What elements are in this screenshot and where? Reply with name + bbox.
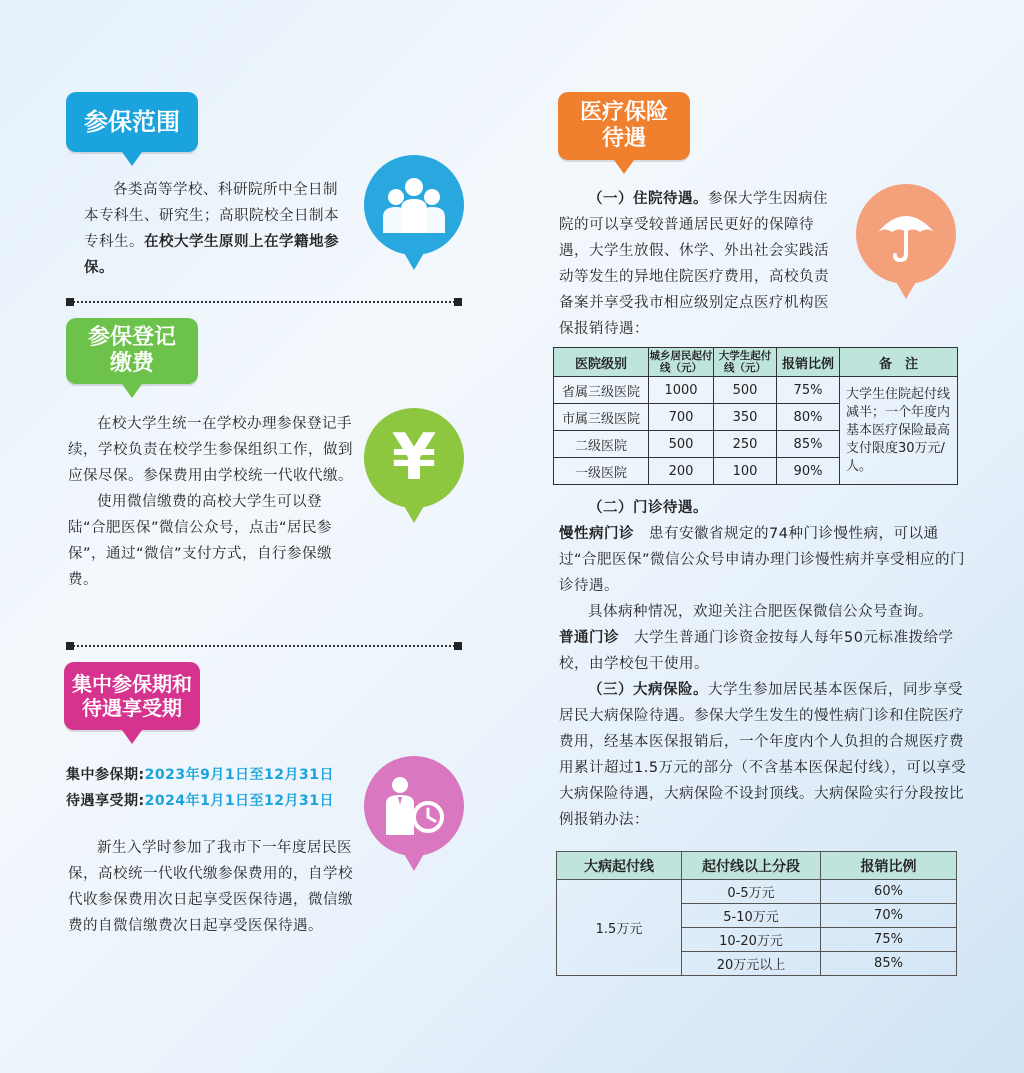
section-tag-line1: 参保登记	[87, 324, 176, 350]
table-cell: 350	[714, 404, 777, 431]
coverage-bold: 在校大学生原则上在学籍地参保。	[84, 234, 339, 276]
table-cell: 市属三级医院	[554, 404, 649, 431]
section-tag-line1: 医疗保险	[579, 99, 668, 125]
table-header: 报销比例	[821, 852, 957, 880]
outpatient-text	[559, 495, 967, 833]
registration-text	[68, 411, 358, 593]
inpatient-body: 参保大学生因病住院的可以享受较普通居民更好的保障待遇，大学生放假、休学、外出社会实践活动等发生的异地住院医疗费用，高校负责备案并享受我市相应级别定点医疗机构医保报销待遇：	[559, 191, 829, 337]
period1-label: 集中参保期:	[66, 767, 145, 783]
section-tag-registration	[66, 318, 198, 384]
table-header: 起付线以上分段	[682, 852, 821, 880]
table-header-row	[557, 852, 957, 880]
table-cell: 200	[649, 458, 714, 485]
person-clock-icon	[364, 756, 464, 871]
section-tag-label: 参保范围	[84, 107, 180, 136]
chronic-more: 具体病种情况，欢迎关注合肥医保微信公众号查询。	[588, 604, 933, 620]
table-header: 城乡居民起付线（元）	[649, 348, 714, 377]
table-cell: 一级医院	[554, 458, 649, 485]
serious-body: 大学生参加居民基本医保后，同步享受居民大病保险待遇。参保大学生发生的慢性病门诊和住院医疗费用，经基本医保报销后，一个年度内个人负担的合规医疗费用累计超过1.5万元的部分（不含基本医保起付线），可以享受大病保险待遇，大病保险不设封顶线。大病保险实行分段按比例报销办法：	[559, 682, 967, 828]
coverage-text	[84, 177, 346, 281]
table-cell: 500	[714, 377, 777, 404]
section-tag-benefits	[558, 92, 690, 160]
table-cell: 20万元以上	[682, 952, 821, 976]
yuan-icon: ¥	[364, 408, 464, 523]
chronic-label: 慢性病门诊	[559, 526, 634, 542]
section-tag-line2: 待遇享受期	[82, 696, 182, 720]
table-header: 医院级别	[554, 348, 649, 377]
table-cell: 二级医院	[554, 431, 649, 458]
general-label: 普通门诊	[559, 630, 619, 646]
section-tag-coverage	[66, 92, 198, 152]
period1-value: 2023年9月1日至12月31日	[144, 767, 335, 783]
table-cell: 省属三级医院	[554, 377, 649, 404]
serious-heading: （三）大病保险。	[588, 682, 708, 698]
table-cell: 90%	[777, 458, 840, 485]
table-cell: 75%	[777, 377, 840, 404]
section-tag-line1: 集中参保期和	[72, 672, 192, 696]
inpatient-heading: （一）住院待遇。	[588, 191, 708, 207]
table-cell: 250	[714, 431, 777, 458]
table-cell: 0-5万元	[682, 880, 821, 904]
divider	[70, 645, 458, 655]
periods	[66, 762, 366, 814]
period2-value: 2024年1月1日至12月31日	[144, 793, 335, 809]
table-row	[554, 377, 958, 404]
table-header: 报销比例	[777, 348, 840, 377]
outpatient-heading: （二）门诊待遇。	[588, 500, 708, 516]
general-body: 大学生普通门诊资金按每人每年50元标准拨给学校，由学校包干使用。	[559, 630, 954, 672]
table-cell: 1.5万元	[557, 880, 682, 976]
table-cell: 5-10万元	[682, 904, 821, 928]
period2-label: 待遇享受期:	[66, 793, 145, 809]
period-text	[68, 835, 358, 939]
people-icon	[364, 155, 464, 270]
table-cell: 10-20万元	[682, 928, 821, 952]
inpatient-text	[559, 186, 841, 342]
table-header: 备 注	[840, 348, 958, 377]
table-note: 大学生住院起付线减半；一个年度内基本医疗保险最高支付限度30万元/人。	[840, 377, 958, 485]
table-row	[557, 880, 957, 904]
table-header-row	[554, 348, 958, 377]
table-header: 大学生起付线（元）	[714, 348, 777, 377]
divider	[70, 301, 458, 311]
period-body: 新生入学时参加了我市下一年度居民医保，高校统一代收代缴参保费用的，自学校代收参保费用次日起享受医保待遇，微信缴费的自微信缴费次日起享受医保待遇。	[68, 840, 353, 934]
table-cell: 80%	[777, 404, 840, 431]
serious-illness-table	[556, 851, 957, 976]
section-tag-period	[64, 662, 200, 730]
section-tag-line2: 待遇	[601, 126, 646, 151]
table-cell: 60%	[821, 880, 957, 904]
chronic-body: 患有安徽省规定的74种门诊慢性病，可以通过“合肥医保”微信公众号申请办理门诊慢性病并享受相应的门诊待遇。	[559, 526, 966, 594]
table-cell: 75%	[821, 928, 957, 952]
coverage-body: 各类高等学校、科研院所中全日制本专科生、研究生；高职院校全日制本专科生。	[84, 182, 339, 250]
registration-p1: 在校大学生统一在学校办理参保登记手续，学校负责在校学生参保组织工作，做到应保尽保。参保费用由学校统一代收代缴。	[68, 416, 353, 484]
table-cell: 85%	[821, 952, 957, 976]
section-tag-line2: 缴费	[109, 351, 154, 376]
table-cell: 700	[649, 404, 714, 431]
umbrella-icon	[856, 184, 956, 299]
table-header: 大病起付线	[557, 852, 682, 880]
table-cell: 500	[649, 431, 714, 458]
table-cell: 1000	[649, 377, 714, 404]
table-cell: 100	[714, 458, 777, 485]
table-cell: 70%	[821, 904, 957, 928]
registration-p2: 使用微信缴费的高校大学生可以登陆“合肥医保”微信公众号，点击“居民参保”，通过“微信”支付方式，自行参保缴费。	[68, 494, 333, 588]
table-cell: 85%	[777, 431, 840, 458]
inpatient-table	[553, 347, 958, 485]
